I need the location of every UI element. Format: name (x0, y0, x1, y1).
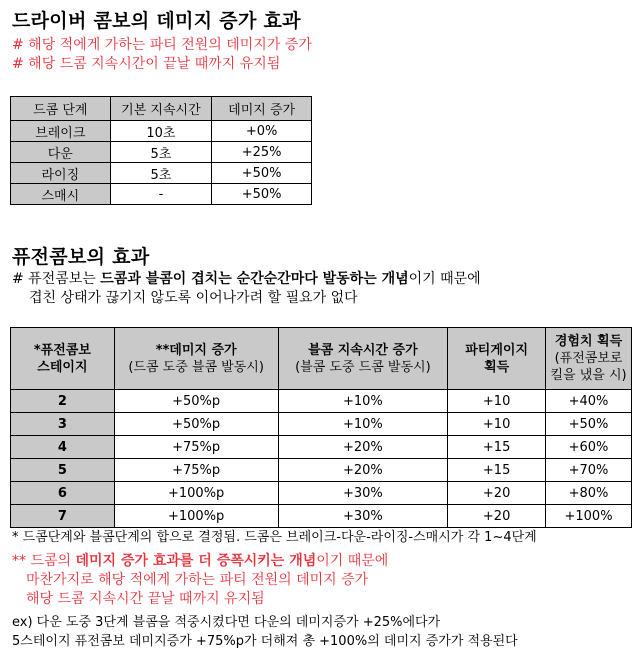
stage-cell: 7 (11, 505, 115, 528)
header-cell-damage: **데미지 증가 (드콤 도중 블콤 발동시) (114, 328, 278, 390)
table-cell: +50%p (114, 413, 278, 436)
table-cell: - (110, 184, 212, 205)
table-cell: +50% (212, 163, 312, 184)
stage-cell: 2 (11, 390, 115, 413)
section2-intro-line1 (12, 270, 481, 289)
section2-title: 퓨전콤보의 효과 (12, 246, 150, 268)
section1-note-2: # 해당 드콤 지속시간이 끝날 때까지 유지됨 (12, 56, 281, 72)
table-cell: +100%p (114, 505, 278, 528)
stage-cell: 4 (11, 436, 115, 459)
table-cell: +75%p (114, 459, 278, 482)
footnote-text: ** 드콤의 (12, 553, 76, 569)
footnote-damage-line3: 해당 드콤 지속시간 끝날 때까지 유지됨 (26, 591, 265, 607)
table-cell: 5초 (110, 142, 212, 163)
row-label: 다운 (11, 142, 111, 163)
header-cell-duration: 블콤 지속시간 증가 (블콤 도중 드콤 발동시) (278, 328, 448, 390)
table-row (11, 482, 632, 505)
table-row (11, 413, 632, 436)
table-cell: +100%p (114, 482, 278, 505)
example-line1: ex) 다운 도중 3단계 블콤을 적중시켰다면 다운의 데미지증가 +25%에다가 (12, 615, 441, 630)
table-cell: +30% (278, 505, 448, 528)
section1-title: 드라이버 콤보의 데미지 증가 효과 (12, 10, 301, 32)
table-row (11, 436, 632, 459)
footnote-damage-line1 (12, 552, 388, 571)
table-cell: +0% (212, 121, 312, 142)
header-cell-exp: 경험치 획득 (퓨전콤보로 킬을 냈을 시) (546, 328, 632, 390)
intro-bold-text: 드콤과 블콤이 겹치는 순간순간마다 발동하는 개념 (100, 271, 409, 287)
table-header-row (11, 328, 632, 390)
row-label: 라이징 (11, 163, 111, 184)
section2-intro-line2: 겹친 상태가 끊기지 않도록 이어나가려 할 필요가 없다 (29, 290, 358, 306)
example-line2: 5스테이지 퓨전콤보 데미지증가 +75%p가 더해져 총 +100%의 데미지 증가가 적용된다 (12, 634, 518, 649)
table-row (11, 505, 632, 528)
table-row (11, 142, 312, 163)
table-cell: +20 (448, 505, 546, 528)
row-label: 스매시 (11, 184, 111, 205)
table-row (11, 121, 312, 142)
table-cell: +15 (448, 459, 546, 482)
table-cell: +25% (212, 142, 312, 163)
header-cell: 드콤 단계 (11, 97, 111, 121)
fusion-combo-table (10, 327, 632, 528)
table-cell: +10% (278, 413, 448, 436)
stage-cell: 5 (11, 459, 115, 482)
table-cell: +70% (546, 459, 632, 482)
footnote-text: 이기 때문에 (316, 553, 389, 569)
table-cell: +100% (546, 505, 632, 528)
table-row (11, 163, 312, 184)
footnote-bold-text: 데미지 증가 효과를 더 증폭시키는 개념 (75, 553, 317, 569)
table-header-row (11, 97, 312, 121)
stage-cell: 3 (11, 413, 115, 436)
table-row (11, 184, 312, 205)
footnote-damage-line2: 마찬가지로 해당 적에게 가하는 파티 전원의 데미지 증가 (26, 572, 369, 588)
table-row (11, 459, 632, 482)
header-cell-stage: *퓨전콤보 스테이지 (11, 328, 115, 390)
stage-cell: 6 (11, 482, 115, 505)
table-cell: +50%p (114, 390, 278, 413)
table-cell: +40% (546, 390, 632, 413)
section1-note-1: # 해당 적에게 가하는 파티 전원의 데미지가 증가 (12, 37, 312, 53)
table-cell: +50% (546, 413, 632, 436)
table-cell: +20% (278, 459, 448, 482)
table-cell: 5초 (110, 163, 212, 184)
table-cell: +10 (448, 413, 546, 436)
row-label: 브레이크 (11, 121, 111, 142)
table-cell: +30% (278, 482, 448, 505)
table-cell: +80% (546, 482, 632, 505)
combo-duration-table (10, 96, 312, 205)
table-cell: +10% (278, 390, 448, 413)
header-cell: 기본 지속시간 (110, 97, 212, 121)
table-cell: +15 (448, 436, 546, 459)
table-cell: +20% (278, 436, 448, 459)
table-cell: +75%p (114, 436, 278, 459)
table-cell: +20 (448, 482, 546, 505)
table-row (11, 390, 632, 413)
intro-text: 이기 때문에 (408, 271, 481, 287)
table-cell: +50% (212, 184, 312, 205)
header-cell-gauge: 파티게이지 획득 (448, 328, 546, 390)
table-cell: +60% (546, 436, 632, 459)
intro-text: # 퓨전콤보는 (12, 271, 101, 287)
table-cell: 10초 (110, 121, 212, 142)
footnote-stage: * 드콤단계와 블콤단계의 합으로 결정됨. 드콤은 브레이크-다운-라이징-스매시가 각 1~4단계 (12, 530, 537, 545)
header-cell: 데미지 증가 (212, 97, 312, 121)
table-cell: +10 (448, 390, 546, 413)
